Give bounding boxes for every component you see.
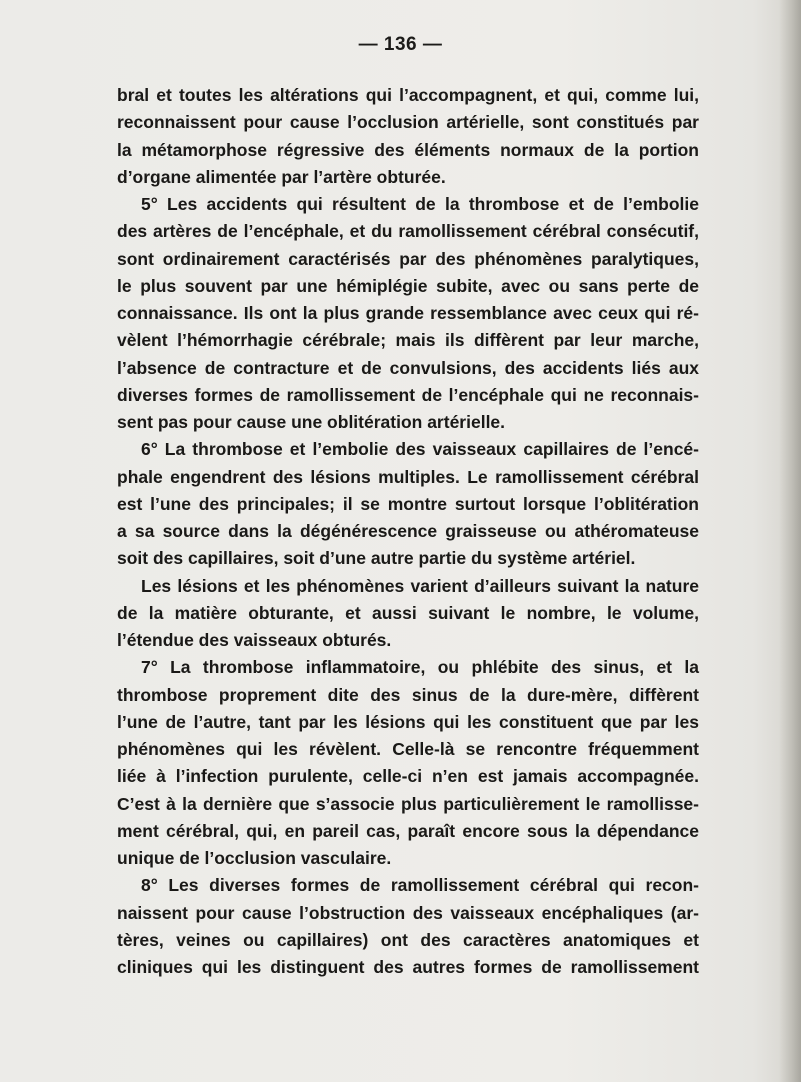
text-line: de la matière obturante, et aussi suivant le nombre, le volume, [117, 602, 699, 623]
text-line: cliniques qui les distinguent des autres formes de ramollissement [117, 957, 699, 977]
text-line: 6° La thrombose et l’embolie des vaisseaux capillaires de l’encé- [141, 439, 699, 460]
text-line: est l’une des principales; il se montre surtout lorsque l’oblitération [117, 493, 699, 514]
text-line: l’étendue des vaisseaux obturés. [117, 630, 392, 650]
text-line: 5° Les accidents qui résultent de la thrombose et de l’embolie [141, 194, 699, 214]
text-line: bral et toutes les altérations qui l’accompagnent, et qui, comme lui, [117, 85, 699, 105]
text-line: 7° La thrombose inflammatoire, ou phlébite des sinus, et la [141, 657, 699, 678]
text-line: la métamorphose régressive des éléments normaux de la portion [117, 139, 699, 160]
text-line: sent pas pour cause une oblitération artérielle. [117, 412, 506, 432]
text-line: liée à l’infection purulente, celle-ci n’en est jamais accompagnée. [117, 766, 699, 787]
text-line: 8° Les diverses formes de ramollissement cérébral qui recon- [141, 875, 699, 896]
text-line: l’absence de contracture et de convulsions, des accidents liés aux [117, 357, 699, 378]
text-line: diverses formes de ramollissement de l’encéphale qui ne reconnais- [117, 384, 699, 405]
text-line: Les lésions et les phénomènes varient d’ailleurs suivant la nature [141, 575, 699, 596]
text-line: d’organe alimentée par l’artère obturée. [117, 166, 446, 187]
text-line: reconnaissent pour cause l’occlusion artérielle, sont constitués par [117, 112, 699, 133]
page-edge-shadow [779, 0, 801, 1082]
text-line: unique de l’occlusion vasculaire. [117, 848, 392, 868]
text-line: C’est à la dernière que s’associe plus particulièrement le ramollisse- [117, 793, 699, 814]
text-line: le plus souvent par une hémiplégie subite, avec ou sans perte de [117, 275, 699, 296]
text-line: naissent pour cause l’obstruction des vaisseaux encéphaliques (ar- [117, 902, 699, 923]
text-line: a sa source dans la dégénérescence graisseuse ou athéromateuse [117, 521, 699, 541]
text-line: connaissance. Ils ont la plus grande ressemblance avec ceux qui ré- [117, 303, 699, 323]
text-line: soit des capillaires, soit d’une autre partie du système artériel. [117, 548, 636, 569]
page-number: — 136 — [358, 34, 443, 55]
text-line: vèlent l’hémorrhagie cérébrale; mais ils diffèrent par leur marche, [117, 330, 699, 351]
body-text [117, 82, 699, 981]
text-line: thrombose proprement dite des sinus de la dure-mère, diffèrent [117, 684, 699, 705]
text-line: phénomènes qui les révèlent. Celle-là se rencontre fréquemment [117, 739, 699, 759]
text-line: phale engendrent des lésions multiples. Le ramollissement cérébral [117, 466, 699, 487]
text-line: des artères de l’encéphale, et du ramollissement cérébral consécutif, [117, 221, 699, 242]
text-line: sont ordinairement caractérisés par des phénomènes paralytiques, [117, 248, 699, 269]
text-line: l’une de l’autre, tant par les lésions qui les constituent que par les [117, 711, 699, 732]
text-line: tères, veines ou capillaires) ont des caractères anatomiques et [117, 929, 699, 950]
text-line: ment cérébral, qui, en pareil cas, paraît encore sous la dépendance [117, 820, 699, 841]
